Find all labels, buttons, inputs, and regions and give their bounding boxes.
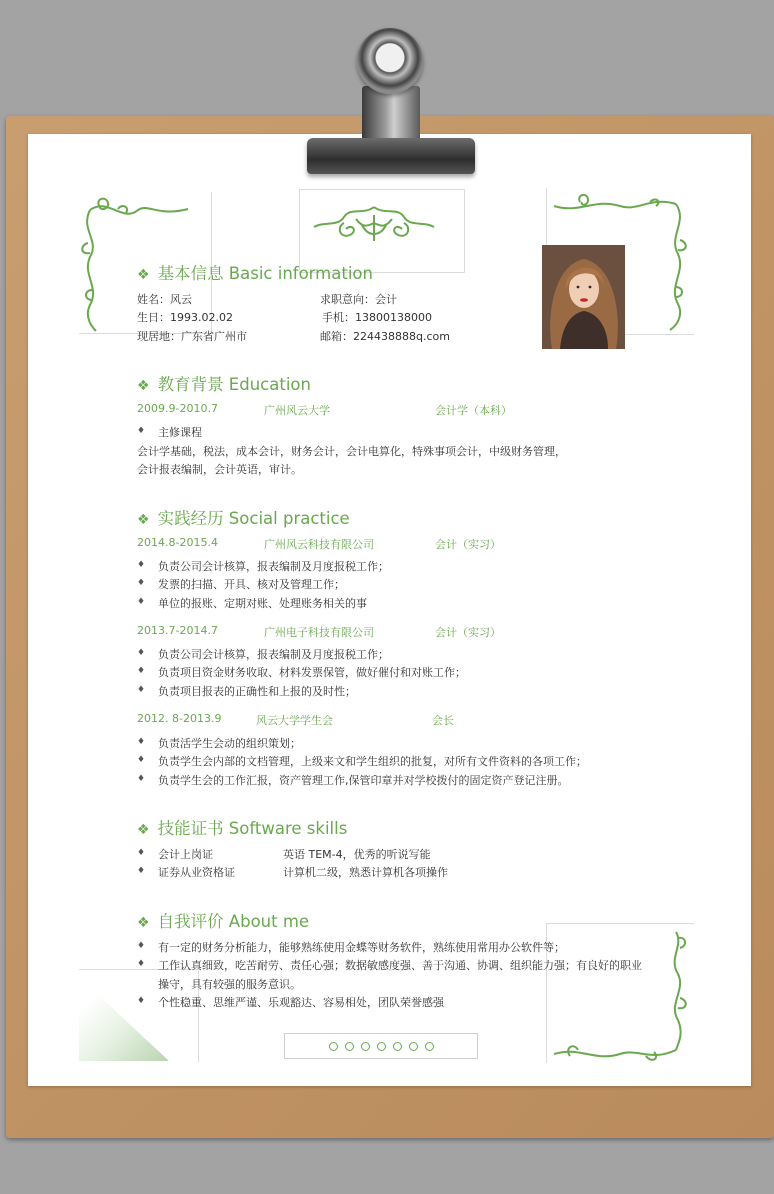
bullet-icon: ♦: [137, 848, 146, 858]
job-role: 会计（实习）: [435, 626, 501, 639]
edu-courses-line-1: 会计学基础，税法，成本会计，财务会计，会计电算化，特殊事项会计，中级财务管理，: [137, 445, 566, 458]
section-mark-icon: ❖: [137, 915, 150, 931]
circle-dot-icon: [329, 1042, 338, 1051]
edu-course-label: 主修课程: [158, 426, 202, 439]
job-org: 风云大学学生会: [256, 714, 333, 727]
section-title-text: 自我评价 About me: [157, 912, 310, 931]
bullet-icon: ♦: [137, 426, 146, 436]
section-title-text: 技能证书 Software skills: [157, 819, 348, 838]
section-title-text: 实践经历 Social practice: [157, 509, 350, 528]
edu-school: 广州风云大学: [264, 404, 330, 417]
section-mark-icon: ❖: [137, 267, 150, 283]
field-birth: 生日：1993.02.02: [137, 311, 233, 324]
job-role: 会长: [432, 714, 454, 727]
bullet-icon: ♦: [137, 560, 146, 570]
section-title-education: [137, 371, 311, 395]
ornament-top-center-icon: [310, 203, 438, 245]
section-mark-icon: ❖: [137, 512, 150, 528]
bullet-icon: ♦: [137, 666, 146, 676]
job-item: 发票的扫描、开具、核对及管理工作；: [158, 578, 345, 591]
job-org: 广州电子科技有限公司: [264, 626, 374, 639]
about-item: 有一定的财务分析能力，能够熟练使用金蝶等财务软件，熟练使用常用办公软件等；: [158, 941, 565, 954]
skill-detail: 英语 TEM-4，优秀的听说写能: [283, 848, 431, 861]
circle-dot-icon: [361, 1042, 370, 1051]
edu-period: 2009.9-2010.7: [137, 402, 218, 415]
about-item-continued: 操守，具有较强的服务意识。: [158, 978, 301, 991]
section-mark-icon: ❖: [137, 822, 150, 838]
job-period: 2014.8-2015.4: [137, 536, 218, 549]
section-title-text: 教育背景 Education: [157, 375, 311, 394]
job-period: 2012. 8-2013.9: [137, 712, 222, 725]
job-period: 2013.7-2014.7: [137, 624, 218, 637]
circle-dot-icon: [409, 1042, 418, 1051]
job-item: 负责公司会计核算，报表编制及月度报税工作；: [158, 648, 389, 661]
bullet-icon: ♦: [137, 648, 146, 658]
bullet-icon: ♦: [137, 578, 146, 588]
section-title-text: 基本信息 Basic information: [157, 264, 373, 283]
job-org: 广州风云科技有限公司: [264, 538, 374, 551]
bullet-icon: ♦: [137, 737, 146, 747]
clip-neck: [362, 86, 420, 144]
job-item: 负责活学生会动的组织策划；: [158, 737, 301, 750]
bullet-icon: ♦: [137, 597, 146, 607]
bullet-icon: ♦: [137, 685, 146, 695]
job-item: 单位的报账、定期对账、处理账务相关的事: [158, 597, 367, 610]
profile-photo: [542, 245, 625, 349]
bullet-icon: ♦: [137, 959, 146, 969]
job-item: 负责公司会计核算，报表编制及月度报税工作；: [158, 560, 389, 573]
circle-dot-icon: [393, 1042, 402, 1051]
field-phone: 手机：13800138000: [322, 311, 432, 324]
field-email: 邮箱：224438888q.com: [320, 330, 450, 343]
field-name: 姓名：风云: [137, 293, 192, 306]
bullet-icon: ♦: [137, 996, 146, 1006]
circle-dot-icon: [345, 1042, 354, 1051]
skill-cert: 会计上岗证: [158, 848, 213, 861]
edu-major: 会计学（本科）: [435, 404, 512, 417]
job-item: 负责学生会内部的文档管理，上级来文和学生组织的批复，对所有文件资料的各项工作；: [158, 755, 587, 768]
field-intent: 求职意向：会计: [320, 293, 397, 306]
bullet-icon: ♦: [137, 774, 146, 784]
circle-dot-icon: [425, 1042, 434, 1051]
clipboard-clip: [307, 138, 475, 174]
section-title-about: [137, 908, 309, 932]
skill-cert: 证券从业资格证: [158, 866, 235, 879]
about-item: 个性稳重、思维严谨、乐观豁达、容易相处，团队荣誉感强: [158, 996, 444, 1009]
job-item: 负责学生会的工作汇报，资产管理工作,保管印章并对学校拨付的固定资产登记注册。: [158, 774, 569, 787]
edu-courses-line-2: 会计报表编制，会计英语，审计。: [137, 463, 302, 476]
job-role: 会计（实习）: [435, 538, 501, 551]
field-address: 现居地：广东省广州市: [137, 330, 247, 343]
bullet-icon: ♦: [137, 866, 146, 876]
decorative-dots: [284, 1033, 478, 1059]
bullet-icon: ♦: [137, 941, 146, 951]
section-title-basic: [137, 260, 373, 284]
circle-dot-icon: [377, 1042, 386, 1051]
skill-detail: 计算机二级，熟悉计算机各项操作: [283, 866, 448, 879]
job-item: 负责项目报表的正确性和上报的及时性；: [158, 685, 356, 698]
job-item: 负责项目资金财务收取、材料发票保管，做好催付和对账工作；: [158, 666, 466, 679]
section-title-practice: [137, 505, 350, 529]
section-mark-icon: ❖: [137, 378, 150, 394]
ornament-bottom-right-icon: [550, 928, 690, 1064]
about-item: 工作认真细致，吃苦耐劳、责任心强；数据敏感度强、善于沟通、协调、组织能力强；有良好的职业: [158, 959, 642, 972]
clip-ring: [357, 28, 423, 94]
bullet-icon: ♦: [137, 755, 146, 765]
section-title-skills: [137, 815, 347, 839]
